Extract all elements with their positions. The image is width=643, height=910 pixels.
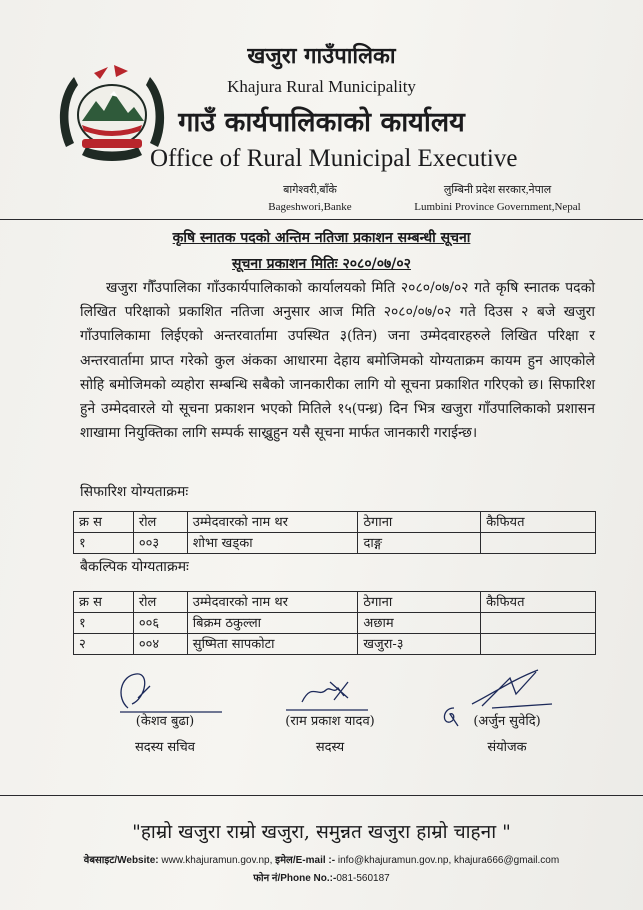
signatory-role-1: सदस्य सचिव: [134, 740, 196, 755]
address-province: [395, 182, 600, 216]
signatory-name-3: (अर्जुन सुवेदि): [473, 714, 541, 729]
cell-remarks: [481, 533, 596, 554]
email-label: इमेल/E-mail :-: [275, 855, 336, 866]
cell-name: सुष्मिता सापकोटा: [187, 634, 358, 655]
address-location: [250, 182, 370, 216]
cell-roll: ००४: [133, 634, 187, 655]
signature-member: [272, 668, 382, 714]
cell-name: शोभा खड्का: [187, 533, 358, 554]
signatory-name-1: (केशव बुढा): [135, 714, 195, 729]
cell-name: बिक्रम ठकुल्ला: [187, 613, 358, 634]
location-english: Bageshwori,Banke: [268, 201, 352, 213]
signatory-role-3: संयोजक: [487, 740, 527, 755]
table-header-row: [74, 592, 596, 613]
publication-date: सूचना प्रकाशन मितिः २०८०/०७/०२: [232, 256, 411, 272]
website-link[interactable]: www.khajuramun.gov.np,: [161, 855, 273, 866]
email-link[interactable]: info@khajuramun.gov.np, khajura666@gmail.com: [337, 855, 560, 866]
website-label: वेबसाइट/Website:: [83, 855, 159, 866]
office-name-nepali: गाउँ कार्यपालिकाको कार्यालय: [178, 107, 465, 138]
col-roll: रोल: [133, 512, 187, 533]
table-header-row: [74, 512, 596, 533]
col-serial: क्र स: [74, 512, 134, 533]
notice-body: खजुरा गौँउपालिका गाँउकार्यपालिकाको कार्यालयको मिति २०८०/०७/०२ गते कृषि स्नातक पदको लिखित परिक्षाको प्रकाशित नतिजा अनुसार आज मिति २०८०/०७/०२ गते दिउस २ बजे खजुरा गाँउपालिकामा लिईएको अन्तरवार्तामा उपस्थित ३(तिन) जना उम्मेदवारहरुले लिखित परिक्षा र अन्तरवार्तामा प्राप्त गरेको कुल अंकका आधारमा देहाय बमोजिमको योग्यताक्रम कायम हुन आएकोले सोहि बमोजिमको व्यहोरा सम्बन्धि सबैको जानकारीका लागि यो सूचना प्रकाशित गरिएको छ। सिफारिश हुने उम्मेदवारले यो सूचना प्रकाशन भएको मितिले १५(पन्ध्र) दिन भित्र खजुरा गाँउपालिकाको प्रशासन शाखामा नियुक्तिका लागि सम्पर्क साख्रुहुन यसै सूचना मार्फत जानकारी गराईन्छ।: [80, 280, 595, 442]
col-address: ठेगाना: [358, 592, 481, 613]
contact-line-web: [0, 852, 643, 870]
municipality-name-nepali: खजुरा गाउँपालिका: [247, 43, 396, 69]
col-remarks: कैफियत: [481, 512, 596, 533]
footer-divider: [0, 795, 643, 796]
cell-roll: ००३: [133, 533, 187, 554]
recommended-table: [73, 511, 596, 554]
contact-line-phone: [0, 870, 643, 888]
cell-address: दाङ्ग: [358, 533, 481, 554]
footer-slogan: "हाम्रो खजुरा राम्रो खजुरा, समुन्नत खजुरा हाम्रो चाहना ": [132, 821, 511, 843]
signatory-role-2: सदस्य: [315, 740, 345, 755]
col-serial: क्र स: [74, 592, 134, 613]
cell-address: अछाम: [358, 613, 481, 634]
office-name-english: Office of Rural Municipal Executive: [150, 145, 518, 172]
table-row: [74, 613, 596, 634]
col-address: ठेगाना: [358, 512, 481, 533]
signatory-name-2: (राम प्रकाश यादव): [285, 714, 375, 729]
alternate-label: बैकल्पिक योग्यताक्रमः: [80, 559, 189, 575]
signature-coordinator: [452, 664, 562, 712]
cell-serial: २: [74, 634, 134, 655]
col-name: उम्मेदवारको नाम थर: [187, 512, 358, 533]
phone-label: फोन नं/Phone No.:-: [253, 873, 337, 884]
cell-serial: १: [74, 533, 134, 554]
footer-contact: [0, 852, 643, 888]
cell-remarks: [481, 613, 596, 634]
recommended-label: सिफारिश योग्यताक्रमः: [80, 484, 189, 500]
province-english: Lumbini Province Government,Nepal: [414, 201, 581, 213]
municipality-name-english: Khajura Rural Municipality: [227, 77, 416, 96]
col-name: उम्मेदवारको नाम थर: [187, 592, 358, 613]
header-divider: [0, 219, 643, 220]
col-remarks: कैफियत: [481, 592, 596, 613]
cell-remarks: [481, 634, 596, 655]
cell-serial: १: [74, 613, 134, 634]
cell-address: खजुरा-३: [358, 634, 481, 655]
signature-member-secretary: [110, 668, 230, 716]
notice-title: कृषि स्नातक पदको अन्तिम नतिजा प्रकाशन सम्बन्धी सूचना: [172, 230, 471, 246]
phone-number: 081-560187: [336, 873, 390, 884]
table-row: [74, 533, 596, 554]
province-nepali: लुम्बिनी प्रदेश सरकार,नेपाल: [443, 184, 552, 196]
table-row: [74, 634, 596, 655]
alternate-table: [73, 591, 596, 655]
location-nepali: बागेश्वरी,बाँके: [283, 184, 337, 196]
col-roll: रोल: [133, 592, 187, 613]
cell-roll: ००६: [133, 613, 187, 634]
